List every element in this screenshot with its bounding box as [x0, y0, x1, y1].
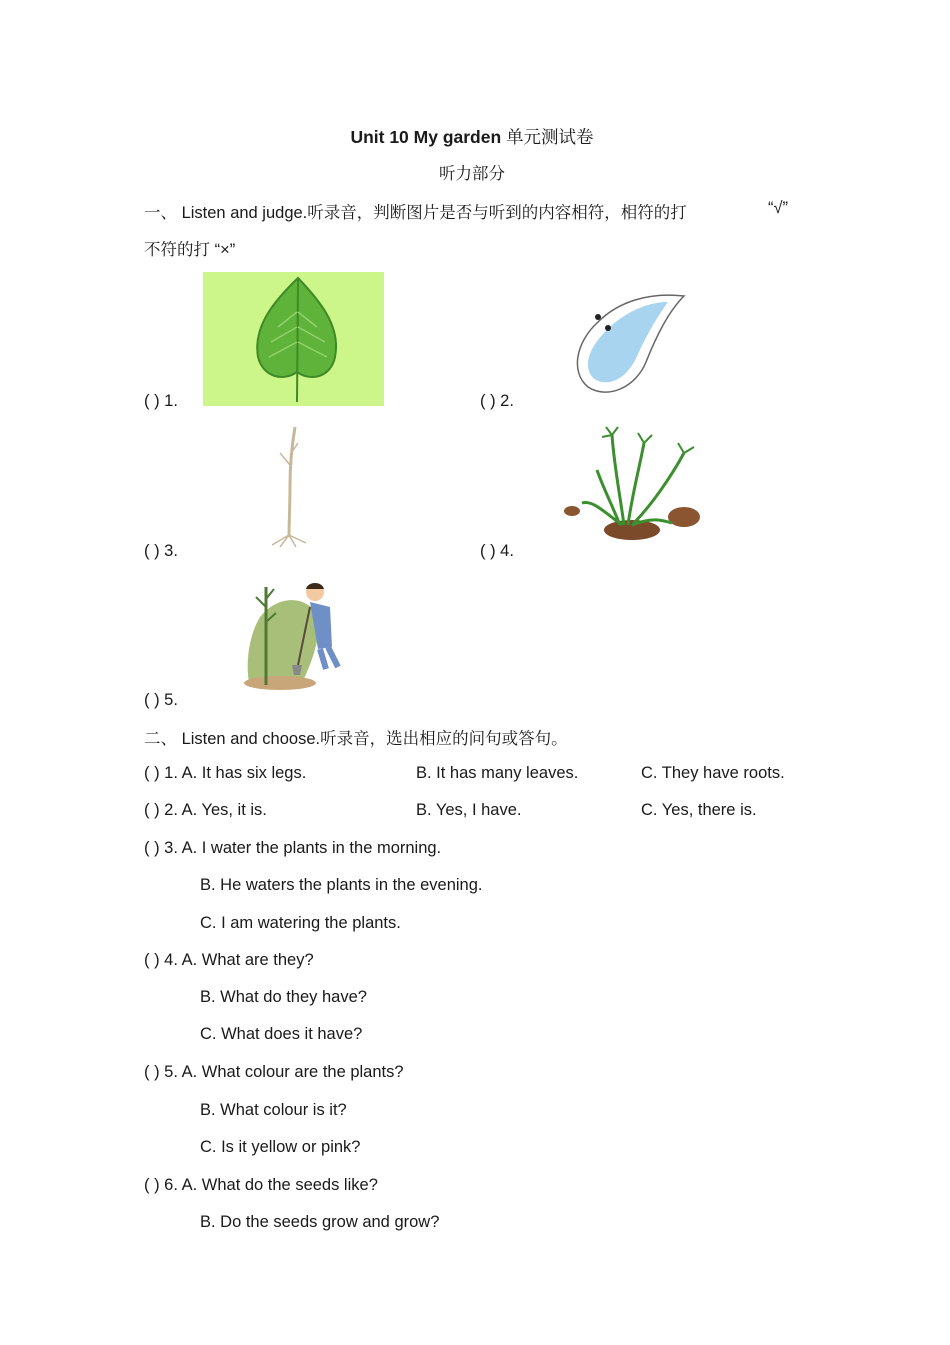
- title-bold: Unit 10 My garden: [350, 127, 502, 147]
- question-6-option-b: B. Do the seeds grow and grow?: [200, 1213, 440, 1231]
- question-prefix: ( ) 6.: [144, 1176, 182, 1194]
- root-picture: [262, 425, 312, 550]
- option-a: A. Yes, it is.: [181, 801, 267, 819]
- question-2: [144, 801, 267, 820]
- option-a: A. What colour are the plants?: [181, 1063, 404, 1081]
- section1-heading-b: 不符的打 “×”: [144, 241, 236, 259]
- plant-icon: [562, 425, 702, 547]
- question-1-option-b: B. It has many leaves.: [416, 764, 579, 782]
- question-5: [144, 1063, 404, 1082]
- section2-heading: 二、 Listen and choose.听录音，选出相应的问句或答句。: [144, 730, 568, 748]
- judge-item-3: ( ) 3.: [144, 542, 178, 560]
- question-4-option-b: B. What do they have?: [200, 988, 367, 1006]
- question-2-option-b: B. Yes, I have.: [416, 801, 522, 819]
- question-1-option-c: C. They have roots.: [641, 764, 785, 782]
- question-prefix: ( ) 4.: [144, 951, 182, 969]
- gardener-icon: [240, 577, 348, 692]
- section1-heading: 一、 Listen and judge.听录音，判断图片是否与听到的内容相符，相符的打: [144, 204, 687, 222]
- judge-item-1: ( ) 1.: [144, 392, 178, 410]
- question-4: [144, 951, 314, 970]
- question-3-option-b: B. He waters the plants in the evening.: [200, 876, 483, 894]
- question-1: [144, 764, 306, 783]
- question-prefix: ( ) 5.: [144, 1063, 182, 1081]
- section1-mark-yes: “√”: [768, 199, 789, 217]
- option-a: A. What do the seeds like?: [181, 1176, 378, 1194]
- water-drop-picture: [568, 292, 688, 397]
- option-a: A. I water the plants in the morning.: [181, 839, 442, 857]
- page-subtitle: 听力部分: [439, 165, 505, 183]
- judge-item-2: ( ) 2.: [480, 392, 514, 410]
- leaf-picture: [203, 272, 384, 406]
- question-prefix: ( ) 3.: [144, 839, 182, 857]
- title-rest: 单元测试卷: [501, 127, 594, 147]
- question-6: [144, 1176, 378, 1195]
- judge-item-5: ( ) 5.: [144, 691, 178, 709]
- leaf-icon: [203, 272, 384, 406]
- question-prefix: ( ) 1.: [144, 764, 182, 782]
- option-a: A. What are they?: [181, 951, 314, 969]
- judge-item-4: ( ) 4.: [480, 542, 514, 560]
- question-3-option-c: C. I am watering the plants.: [200, 914, 401, 932]
- question-5-option-b: B. What colour is it?: [200, 1101, 347, 1119]
- question-prefix: ( ) 2.: [144, 801, 182, 819]
- root-icon: [262, 425, 312, 550]
- plant-picture: [562, 425, 702, 547]
- question-2-option-c: C. Yes, there is.: [641, 801, 757, 819]
- question-5-option-c: C. Is it yellow or pink?: [200, 1138, 361, 1156]
- question-3: [144, 839, 441, 858]
- gardener-picture: [240, 577, 348, 692]
- option-a: A. It has six legs.: [181, 764, 307, 782]
- question-4-option-c: C. What does it have?: [200, 1025, 363, 1043]
- water-drop-icon: [568, 292, 688, 397]
- page-title: [0, 124, 944, 149]
